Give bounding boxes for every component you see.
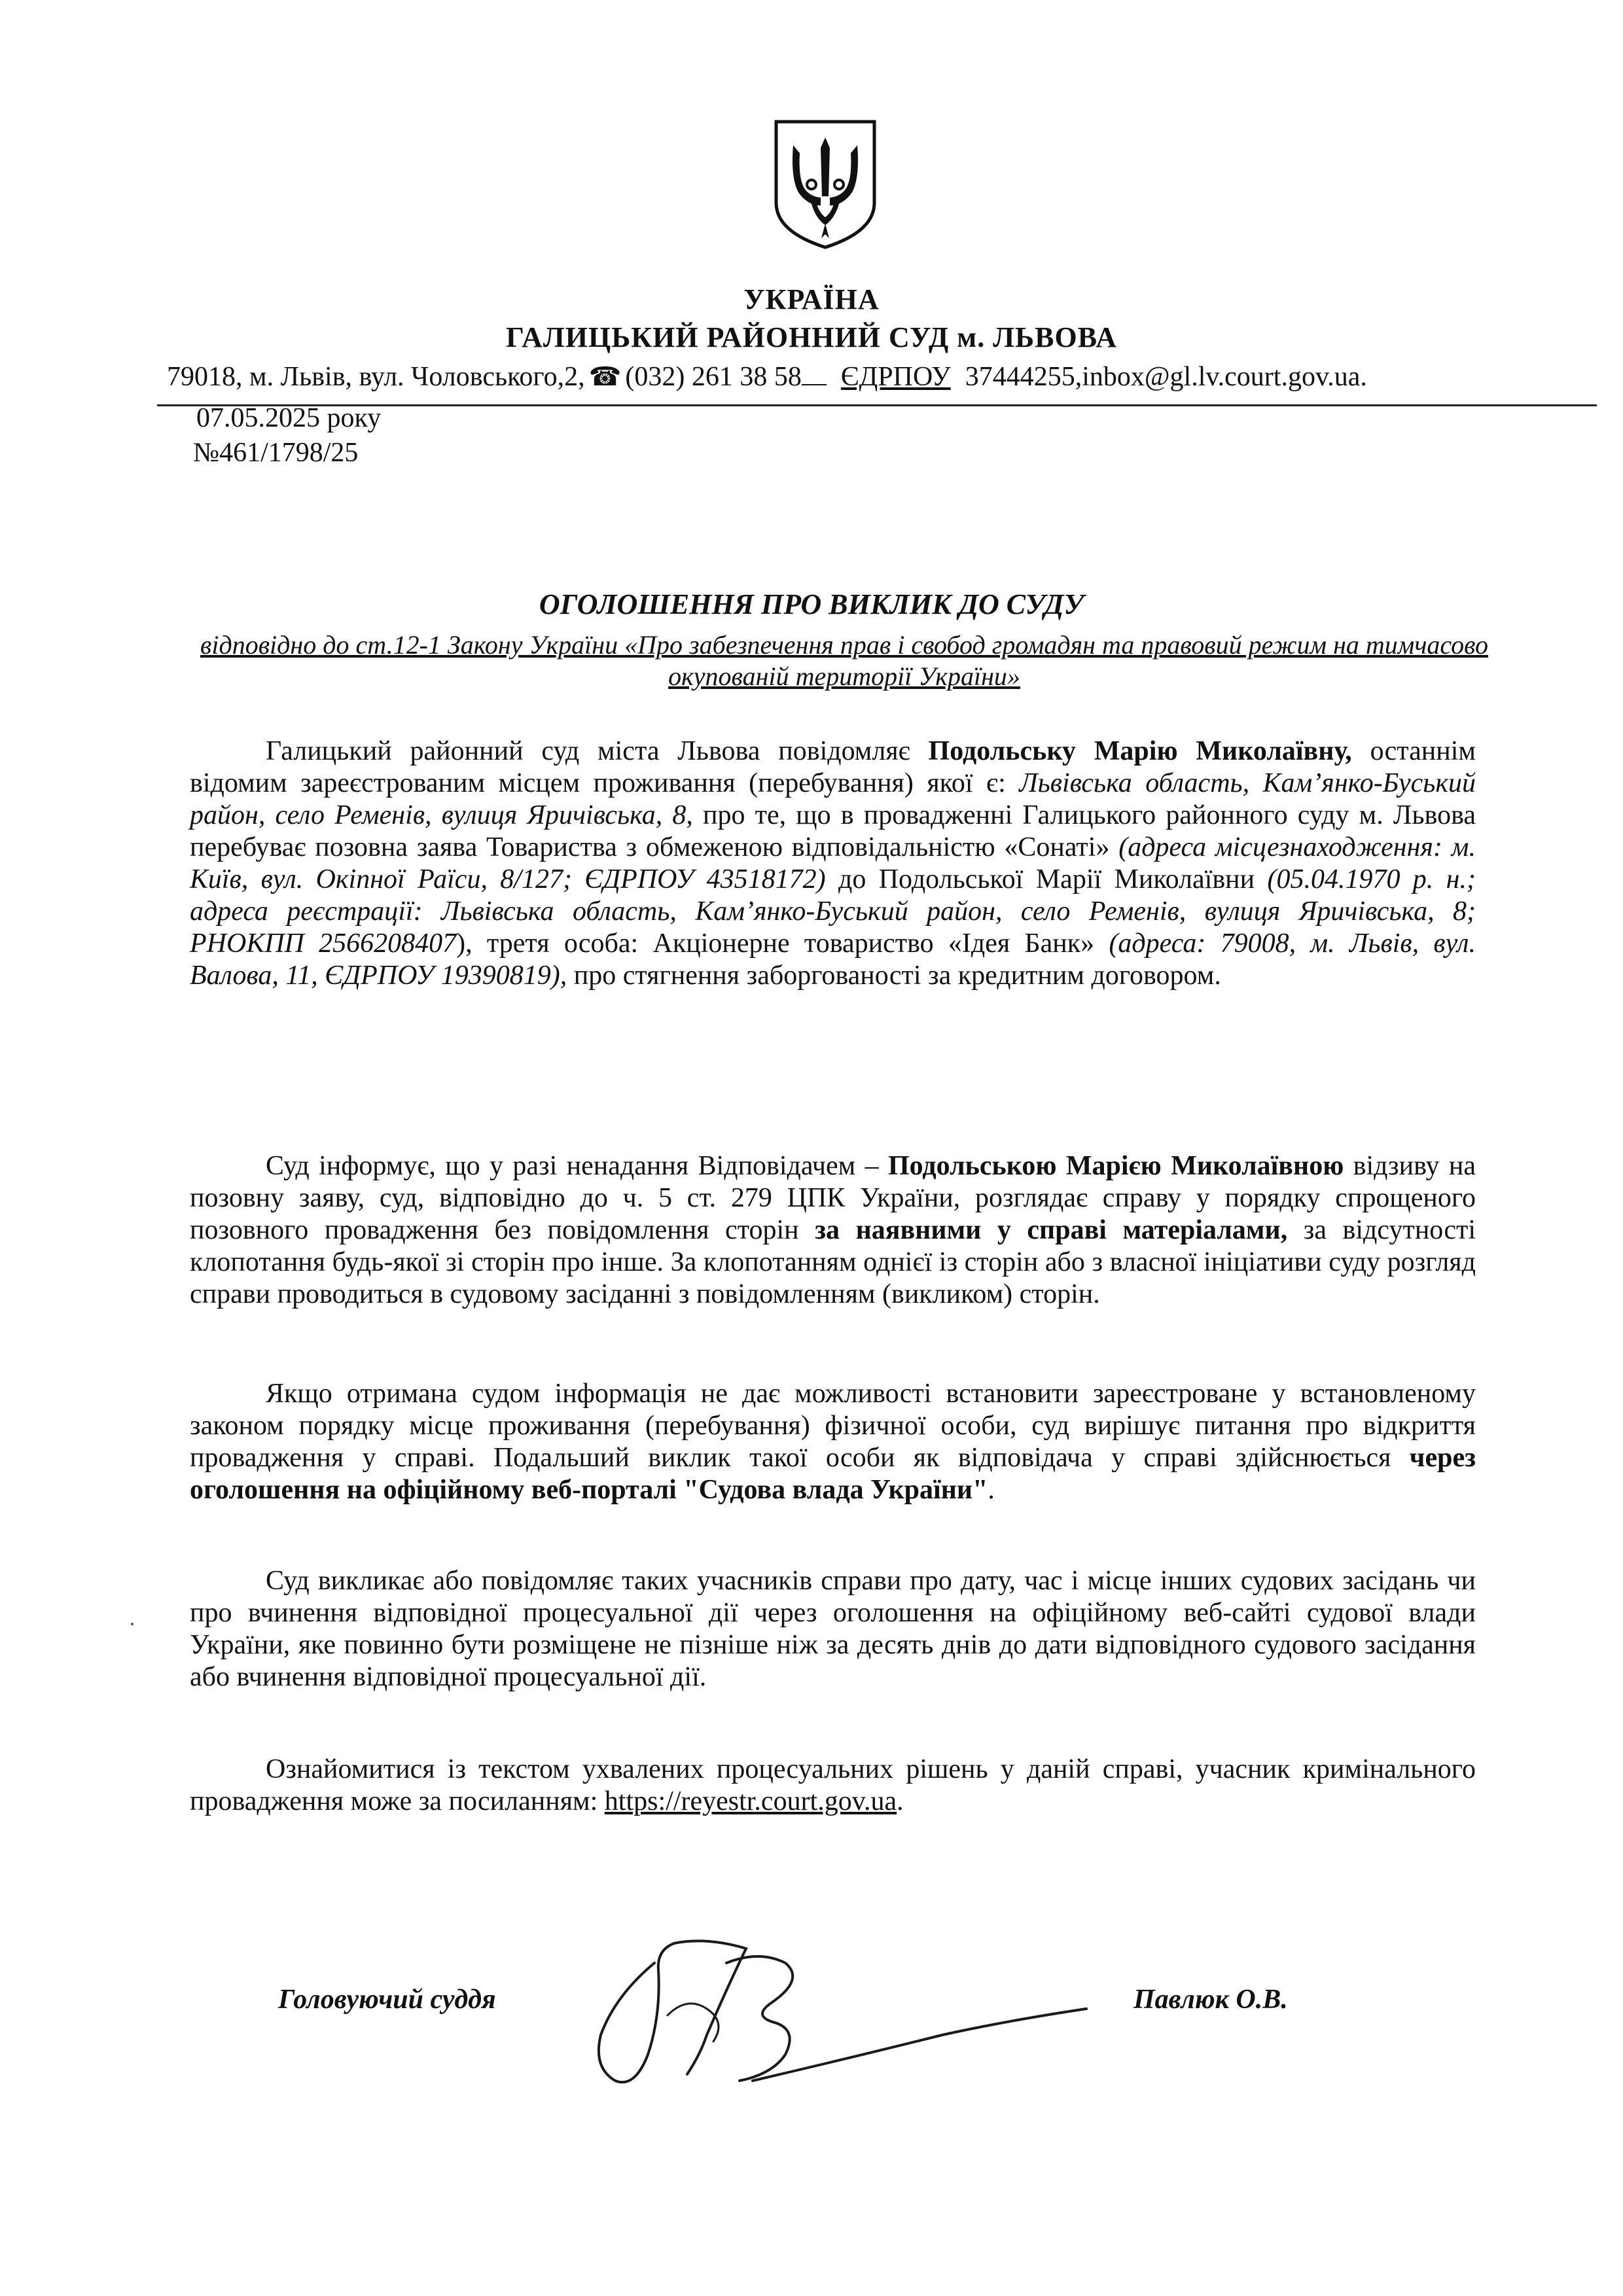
underline-gap <box>802 364 827 385</box>
notice-title: ОГОЛОШЕННЯ ПРО ВИКЛИК ДО СУДУ <box>539 588 1084 620</box>
notice-legal-basis: відповідно до ст.12-1 Закону України «Про забезпечення прав і свобод громадян та правовий режим на тимчасово окупованій території України» <box>200 630 1489 691</box>
text-run: до Подольської Марії Миколаївни <box>825 864 1268 894</box>
text-run: . <box>988 1475 995 1505</box>
defendant-name: Подольську Марію Миколаївну, <box>928 736 1352 766</box>
text-run: відзиву на позовну заяву, суд, відповідно до ч. 5 ст. 279 ЦПК України, розглядає справу у порядку спрощеного позовного провадження без повідомлення сторін <box>190 1151 1476 1245</box>
handwritten-signature <box>576 1917 1126 2107</box>
court-address: 79018, м. Львів, вул. Чоловського,2, <box>167 362 585 392</box>
text-run: Суд інформує, що у разі ненадання Відповідачем – <box>266 1151 888 1181</box>
edrpou-and-email: 37444255,inbox@gl.lv.court.gov.ua. <box>965 362 1367 392</box>
court-contacts-line <box>167 361 1367 393</box>
scan-speck <box>131 1623 134 1625</box>
defendant-address: Львівська область, Кам’янко-Буський район, село Ременів, вулиця Яричівська, 8 <box>190 768 1476 830</box>
text-run: про стягнення заборгованості за кредитним договором. <box>567 961 1221 991</box>
court-name-heading: ГАЛИЦЬКИЙ РАЙОННИЙ СУД м. ЛЬВОВА <box>505 321 1118 353</box>
text-run: останнім відомим зареєстрованим місцем проживання (перебування) якої є: <box>190 736 1476 798</box>
text-run: Галицький районний суд міста Львова повідомляє <box>266 736 929 766</box>
paragraph-procedure <box>190 1150 1476 1311</box>
text-run: , про те, що в провадженні Галицького районного суду м. Львова перебуває позовна заява Товариства з обмеженою відповідальністю «Сонаті» <box>190 800 1476 862</box>
text-run: Суд викликає або повідомляє таких учасників справи про дату, час і місце інших судових засідань чи про вчинення відповідної процесуальної дії через оголошення на офіційному веб-сайті судової влади України, яке повинно бути розміщене не пізніше ніж за десять днів до дати відповідного судового засідання або вчинення відповідної процесуальної дії. <box>190 1566 1476 1692</box>
country-heading: УКРАЇНА <box>743 283 880 315</box>
defendant-name: Подольською Марією Миколаївною <box>887 1151 1344 1181</box>
text-run: Якщо отримана судом інформація не дає можливості встановити зареєстроване у встановленому законом порядку місце проживання (перебування) фізичної особи, суд вирішує питання про відкриття провадження у справі. Подальший виклик такої особи як відповідача у справі здійснюється <box>190 1379 1476 1473</box>
text-run: . <box>897 1786 904 1816</box>
paragraph-decisions-registry <box>190 1754 1476 1818</box>
text-run: ), третя особа: Акціонерне товариство «Ідея Банк» <box>456 928 1109 959</box>
emphasis-web-portal: через оголошення на офіційному веб-порталі "Судова влада України" <box>190 1443 1476 1505</box>
case-number: №461/1798/25 <box>193 438 359 468</box>
edrpou-label: ЄДРПОУ <box>840 362 951 392</box>
paragraph-notification <box>190 735 1476 992</box>
signatory-name: Павлюк О.В. <box>1133 1985 1288 2015</box>
registry-link[interactable]: https://reyestr.court.gov.ua <box>604 1786 897 1816</box>
text-run: за відсутності клопотання будь-якої зі сторін про інше. За клопотанням однієї із сторін або з власної ініціативи суду розгляд справи проводиться в судовому засіданні з повідомленням (викликом) сторін. <box>190 1215 1476 1309</box>
third-party-details: (адреса: 79008, м. Львів, вул. Валова, 11, ЄДРПОУ 19390819), <box>190 928 1476 991</box>
trident-emblem-icon <box>772 119 878 250</box>
document-date: 07.05.2025 року <box>196 403 382 433</box>
signatory-role: Головуючий суддя <box>278 1985 496 2015</box>
paragraph-summons-timing <box>190 1565 1476 1693</box>
telephone-icon: ☎ <box>588 362 622 391</box>
plaintiff-details: (адреса місцезнаходження: м. Київ, вул. Окіпної Раїси, 8/127; ЄДРПОУ 43518172) <box>190 832 1476 894</box>
text-run: Ознайомитися із текстом ухвалених процесуальних рішень у даній справі, учасник кримінального провадження може за посиланням: <box>190 1754 1476 1816</box>
defendant-details: (05.04.1970 р. н.; адреса реєстрації: Львівська область, Кам’янко-Буський район, село Ременів, вулиця Яричівська, 8; РНОКПП 2566208407 <box>190 864 1476 959</box>
court-phone: (032) 261 38 58 <box>625 362 802 392</box>
emphasis-materials: за наявними у справі матеріалами, <box>815 1215 1288 1245</box>
paragraph-unknown-residence <box>190 1378 1476 1506</box>
